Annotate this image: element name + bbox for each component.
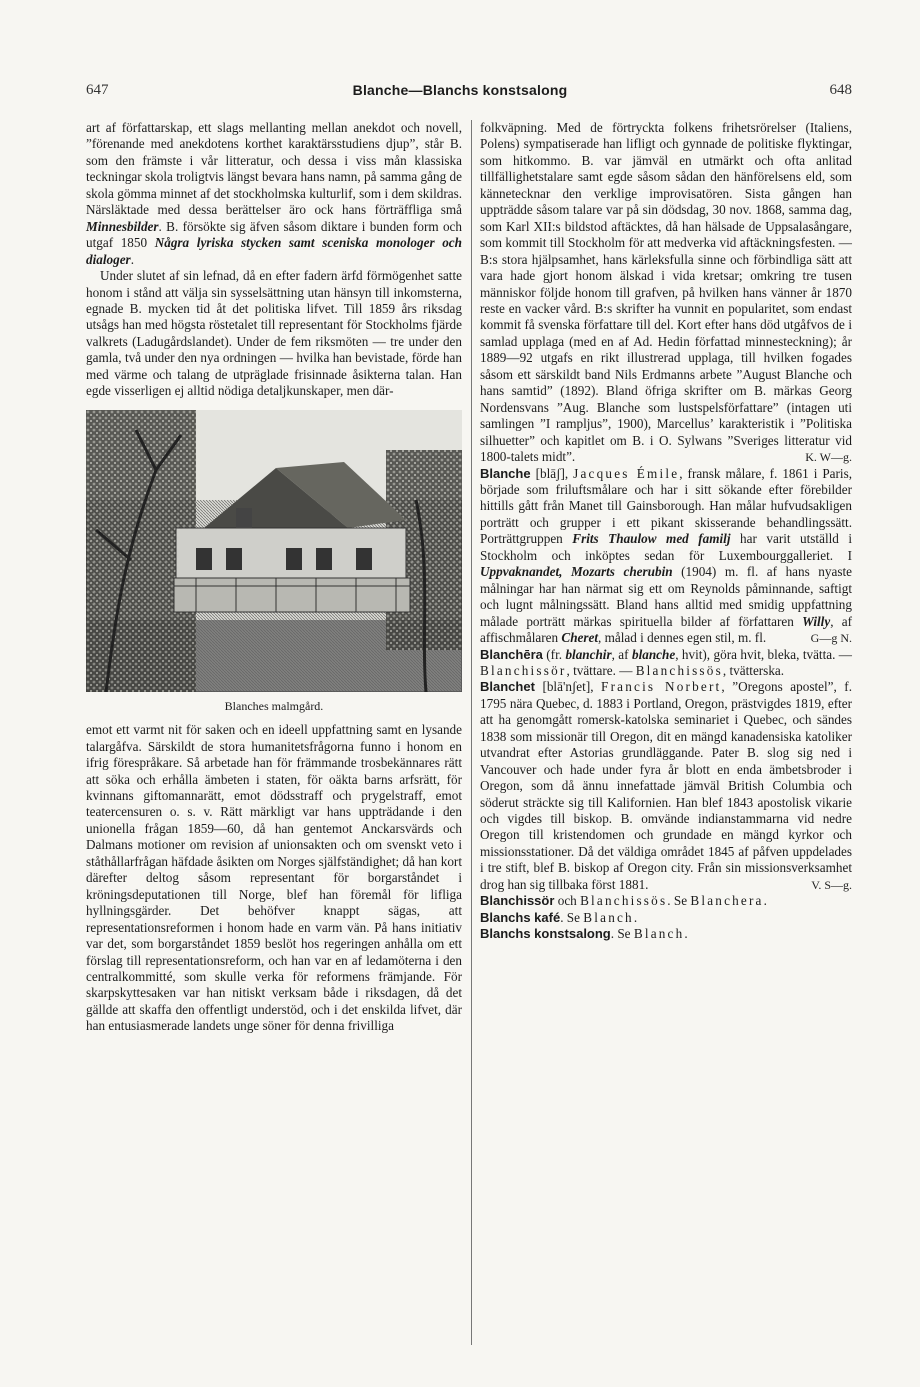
entry-blanchs-kafe: Blanchs kafé. Se Blanch. xyxy=(480,909,638,925)
entry-blanche: Blanche [blāʃ], Jacques Émile, fransk målare, f. 1861 i Paris, började som friluftsmålare och har i sitt sökande efter förebilder hittills gått från Manet till Gainsborough. Han målar hufvudsakligen porträtt och grupper i ett pikant skisserande behandlingssätt. Porträttgruppen Frits Thaulow med familj har varit utställd i Stockholm och inköptes sedan för Luxembourggalleriet. I Uppvaknandet, Mozarts cherubin (1904) m. fl. af hans nyaste målningar har han närmat sig ett om Reynolds påminnande, saftigt och lugnt målningssätt. Bland hans alltid med smidig uppfattning målade porträtt märkas spirituella bilder af författaren Willy, af affischmålaren Cheret, målad i dennes egen stil, m. fl. G—g N. xyxy=(480,465,853,646)
paragraph: Under slutet af sin lefnad, då en efter fadern ärfd förmögenhet satte honom i stånd att välja sin sysselsättning utan hänsyn till inkomsterna, egnade B. mycken tid åt det politiska lifvet. Till 1859 års riksdag utsågs han med högsta röstetalet till representant för Stockholms fjärde valkrets (Ladugårdslandet). Under de fem riksmöten — tre under den gamla, två under den nya ordningen — hvilka han bevistade, förde han med värme och talang de utpräglade frisinnade åsikterna talan. Han egde visserligen ej alltid nödiga detaljkunskaper, men där- xyxy=(86,268,462,399)
paragraph: folkväpning. Med de förtryckta folkens frihetsrörelser (Italiens, Polens) sympatiserade han lifligt och gynnade de politiske flyktingar, som hitkommo. B. var jämväl en utmärkt och ofta anlitad tillfällighetstalare samt egde såsom sådan den hänförelsens eld, som kännetecknar den verklige improvisatören. Sista gången han uppträdde såsom talare var på sin dödsdag, 30 nov. 1868, samma dag, som Karl XII:s bildstod aftäcktes, då han hälsade de Uppsalasångare, som kommit till Stockholm för att medverka vid aftäckningsfesten. — B:s stora hjälpsamhet, hans kärleksfulla sinne och förbindliga sätt att vara hade gjort honom älskad i vida kretsar; omkring tre tusen människor följde honom till grafven, på hvilken hans vänner år 1870 reste en vacker vård. B:s skrifter ha vunnit en popularitet, som endast kommit få svenska författare till del. Kort efter hans död utgåfvos de i samlad upplaga (med en af Ad. Hedin författad minnesteckning); år 1889—92 utgafs en rikt illustrerad upplaga, till hvilken fogades såsom ett särskildt band Nils Erdmanns arbete ”August Blanche och hans samtid” (1892). Bland öfriga skrifter om B. märkas Georg Nordensvans ”Aug. Blanche som lustspelsförfattare” (intagen uti samlingen ”I rampljus”, 1900), Marcellus’ karakteristik i ”Politiska silhuetter” och kapitlet om B. i O. Sylwans ”Sveriges litteratur vid 1800-talets midt”. K. W—g. xyxy=(480,120,852,465)
running-title: Blanche—Blanchs konstsalong xyxy=(352,82,568,98)
manor-house-engraving xyxy=(86,410,462,692)
column-divider xyxy=(471,120,472,1345)
left-page-number: 647 xyxy=(86,82,109,98)
right-column xyxy=(480,120,852,943)
headword: Blanchissör xyxy=(480,893,555,909)
headword: Blanchet xyxy=(480,679,535,695)
entry-blanchs-konstsalong: Blanchs konstsalong. Se Blanch. xyxy=(480,926,688,942)
entry-blanchera: Blanchēra (fr. blanchir, af blanche, hvit), göra hvit, bleka, tvätta. — Blanchissör, tvättare. — Blanchissös, tvätterska. xyxy=(480,646,852,678)
right-page-number: 648 xyxy=(829,82,852,98)
headword: Blanchs konstsalong xyxy=(480,926,611,942)
headword: Blanche xyxy=(480,465,531,481)
headword: Blanchēra xyxy=(480,646,543,662)
signature: K. W—g. xyxy=(805,450,852,465)
left-column xyxy=(86,120,462,1035)
page-header xyxy=(0,82,920,106)
entry-blanchet: Blanchet [blā'nʃet], Francis Norbert, ”Oregons apostel”, f. 1795 nära Quebec, d. 1883 i Portland, Oregon, prästvigdes 1819, efter att ha genomgått romersk-katolska seminariet i Quebec, och sändes 1838 som missionär till Oregon, dit en mängd kanadensiska katoliker utvandrat efter Astorias grundläggande. Pater B. slog sig ned i Vancouver och hade under fyra år blott en enda ämbetsbroder i Oregon, som då ännu innefattade jämväl British Columbia och söderut sträckte sig till Kalifornien. Han blef 1843 apostolisk vikarie och vigdes till biskop. B. omvände indianstammarna vid nedre Oregon till kristendomen och grundade en mängd kyrkor och missionsstationer. Då det väldiga området 1845 af påfven uppdelades i tre stift, blef B. biskop af Oregon city. Från sin missionsverksamhet drog han sig tillbaka först 1881. V. S—g. xyxy=(480,679,853,892)
figure-caption: Blanches malmgård. xyxy=(224,698,324,713)
engraving-figure xyxy=(86,410,462,714)
signature: G—g N. xyxy=(810,631,852,646)
paragraph: emot ett varmt nit för saken och en ideell uppfattning samt en lysande talargåfva. Särskildt de stora humanitetsfrågorna funno i honom en ifrig förespråkare. Så arbetade han för främmande trosbekännares rätt att söka och erhålla ämbeten i staten, för oäkta barns arfsrätt, för kvinnans giftomannarätt, emot dödsstraff och prygelstraff, emot teatercensuren o. s. v. Rätt märkligt var hans uppträdande i den unionella frågan 1859—60, då han gentemot Anckarsvärds och Dalmans motioner om revision af unionsakten och om svenskt veto i ståthållarfrågan häfdade åsikten om Norges själfständighet; då han kort därefter deltog såsom representant för borgarståndet i kröningsdeputationen till Norge, blef han föremål för lifliga hyllningsgärder. Det behöfver knappt sägas, att representationsreformen i honom hade en varm vän. På hans initiativ var det, som borgarståndet 1859 beslöt hos regeringen anhålla om ett förslag till representationsreform, och han var en af ledamöterna i den centralkommitté, som skulle verka för reformens främjande. För skarpskyttesaken var han nitiskt verksam både i riksdagen, då det gällde att skaffa den offentligt understöd, och i det enskilda lifvet, där han entusiasmerade landets unge söner för denna frivilliga xyxy=(86,722,462,1034)
entry-blanchissor: Blanchissör och Blanchissös. Se Blanchera. xyxy=(480,893,767,909)
paragraph: art af författarskap, ett slags mellanting mellan anekdot och novell, ”förenande med anekdotens korthet karaktärsstudiens djup”, står B. som den främste i vår litteratur, och dessa i viss mån klassiska teckningar skola troligtvis längst bevara hans namn, på samma gång de skola gömma minnet af det stockholmska kulturlif, som i dem skildras. Närsläktade med dessa berättelser äro ock hans förträffliga små Minnesbilder. B. försökte sig äfven såsom diktare i bunden form och utgaf 1850 Några lyriska stycken samt sceniska monologer och dialoger. xyxy=(86,120,462,267)
headword: Blanchs kafé xyxy=(480,909,561,925)
signature: V. S—g. xyxy=(811,877,852,892)
